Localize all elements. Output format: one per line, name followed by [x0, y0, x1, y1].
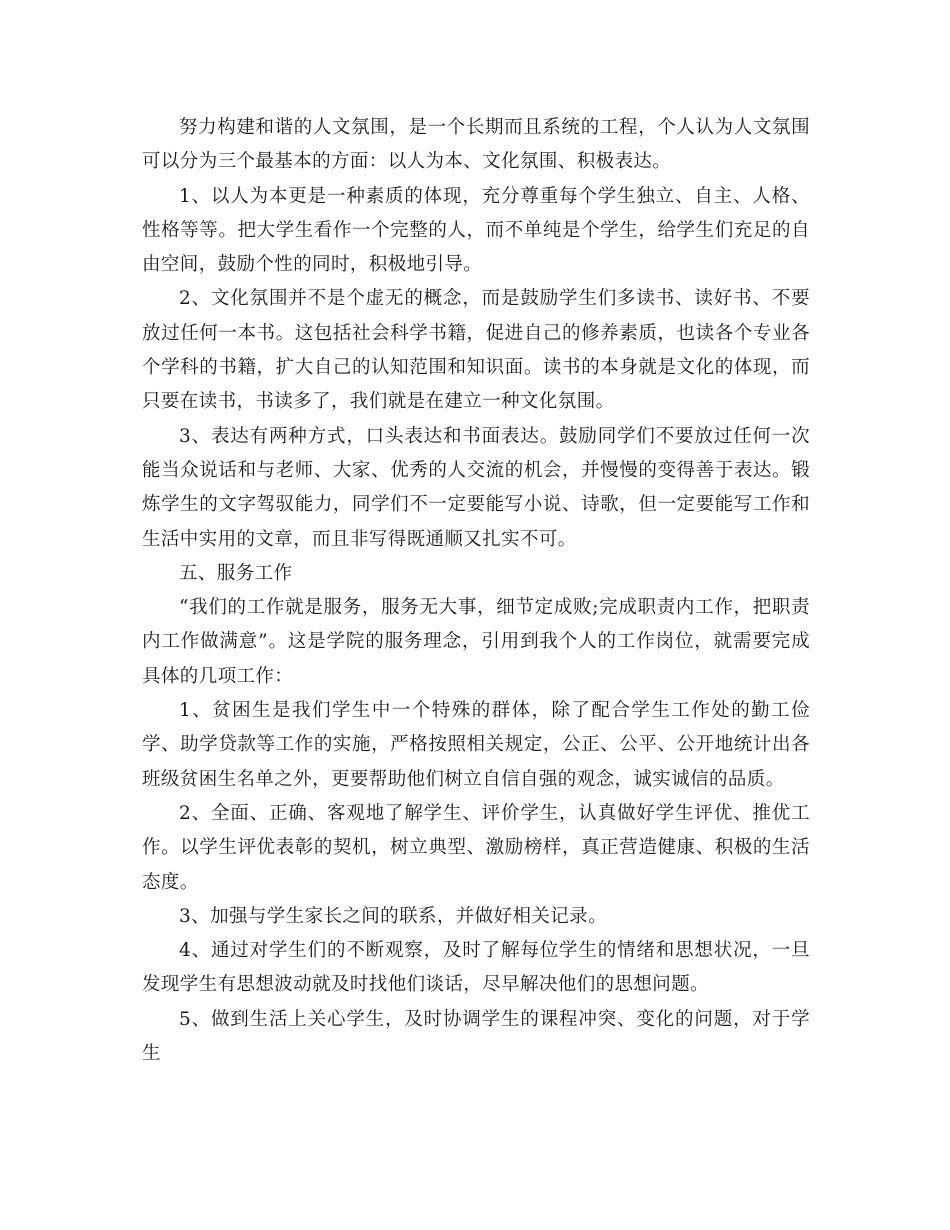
- paragraph-life-care: 5、做到生活上关心学生，及时协调学生的课程冲突、变化的问题，对于学生: [142, 1008, 810, 1065]
- paragraph-parent-contact: 3、加强与学生家长之间的联系，并做好相关记录。: [179, 905, 607, 927]
- paragraph-evaluation: 2、全面、正确、客观地了解学生、评价学生，认真做好学生评优、推优工作。以学生评优表彰的契机，树立典型、激励榜样，真正营造健康、积极的生活态度。: [142, 802, 810, 893]
- paragraph-cultural-atmosphere: 2、文化氛围并不是个虚无的概念，而是鼓励学生们多读书、读好书、不要放过任何一本书。这包括社会科学书籍，促进自己的修养素质，也读各个专业各个学科的书籍，扩大自己的认知范围和知识面。读书的本身就是文化的体现，而只要在读书，书读多了，我们就是在建立一种文化氛围。: [142, 288, 810, 413]
- paragraph-service-philosophy: “我们的工作就是服务，服务无大事，细节定成败;完成职责内工作，把职责内工作做满意”。这是学院的服务理念，引用到我个人的工作岗位，就需要完成具体的几项工作：: [142, 597, 810, 687]
- paragraph-people-oriented: 1、以人为本更是一种素质的体现，充分尊重每个学生独立、自主、人格、性格等等。把大学生看作一个完整的人，而不单纯是个学生，给学生们充足的自由空间，鼓励个性的同时，积极地引导。: [142, 185, 810, 276]
- document-body: [142, 111, 810, 1071]
- section-heading-service-work: 五、服务工作: [179, 562, 293, 584]
- paragraph-expression: 3、表达有两种方式，口头表达和书面表达。鼓励同学们不要放过任何一次能当众说话和与老师、大家、优秀的人交流的机会，并慢慢的变得善于表达。锻炼学生的文字驾驭能力，同学们不一定要能写小说、诗歌，但一定要能写工作和生活中实用的文章，而且非写得既通顺又扎实不可。: [142, 425, 810, 550]
- paragraph-intro: 努力构建和谐的人文氛围，是一个长期而且系统的工程，个人认为人文氛围可以分为三个最基本的方面：以人为本、文化氛围、积极表达。: [142, 117, 810, 173]
- paragraph-observation: 4、通过对学生们的不断观察，及时了解每位学生的情绪和思想状况，一旦发现学生有思想波动就及时找他们谈话，尽早解决他们的思想问题。: [142, 940, 810, 996]
- paragraph-poor-students: 1、贫困生是我们学生中一个特殊的群体，除了配合学生工作处的勤工俭学、助学贷款等工作的实施，严格按照相关规定，公正、公平、公开地统计出各班级贫困生名单之外，更要帮助他们树立自信自强的观念，诚实诚信的品质。: [142, 700, 810, 790]
